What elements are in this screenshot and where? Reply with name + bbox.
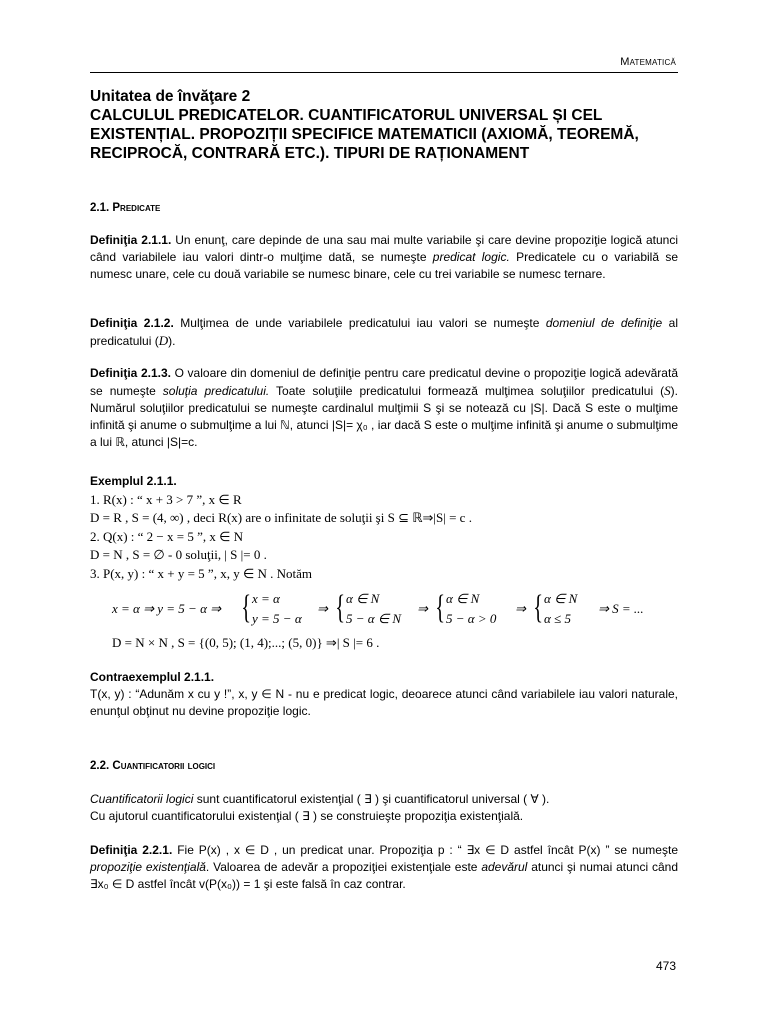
implies-arrow: ⇒ xyxy=(515,601,526,616)
system-lead: x = α ⇒ y = 5 − α ⇒ xyxy=(112,601,222,616)
definition-label: Definiţia 2.2.1. xyxy=(90,843,173,857)
system-row: 5 − α > 0 xyxy=(446,611,497,626)
quantifiers-term: Cuantificatorii logici xyxy=(90,792,194,806)
example-line: 3. P(x, y) : “ x + y = 5 ”, x, y ∈ N . Notăm xyxy=(90,565,313,581)
counterexample-text: T(x, y) : “Adunăm x cu y !”, x, y ∈ N - nu e predicat logic, deoarece atunci când variabilele iau valori naturale, enunţul obţinut nu devine propoziţie logic. xyxy=(90,687,678,718)
system-row: α ∈ N xyxy=(346,591,380,606)
section-name: Cuantificatorii logici xyxy=(112,760,216,772)
definition-term: propoziţie existenţială xyxy=(90,860,206,874)
definition-2-2-1 xyxy=(90,842,678,893)
definition-text: Predicatele cu o variabilă se numesc unare, cele cu două variabile se numesc binare, cele cu trei variabile se numesc ternare. xyxy=(90,250,678,281)
left-brace: { xyxy=(533,589,544,626)
definition-2-1-3 xyxy=(90,365,678,451)
system-row: y = 5 − α xyxy=(252,611,302,626)
example-line: D = N × N , S = {(0, 5); (1, 4);...; (5, 0)} ⇒| S |= 6 . xyxy=(112,635,380,650)
definition-text: Fie P(x) , x ∈ D , un predicat unar. Propoziţia p : “ ∃x ∈ D astfel încât P(x) ” se numeşte xyxy=(172,843,678,857)
definition-text: O valoare din domeniul de definiţie pentru care predicatul devine o propoziţie logică adevărată se numeşte xyxy=(90,366,678,398)
math-symbol: D xyxy=(158,333,169,348)
left-brace: { xyxy=(435,589,446,626)
example-label: Exemplul 2.1.1. xyxy=(90,474,177,488)
section-heading-2-2 xyxy=(90,758,215,774)
implies-arrow: ⇒ xyxy=(317,601,328,616)
definition-term: soluţia predicatului. xyxy=(162,384,270,398)
example-line: D = N , S = ∅ - 0 soluţii, | S |= 0 . xyxy=(90,547,267,562)
definition-term: domeniul de definiţie xyxy=(545,316,663,330)
quantifiers-line xyxy=(90,791,678,808)
definition-2-1-1 xyxy=(90,232,678,283)
section-name: Predicate xyxy=(112,202,161,214)
left-brace: { xyxy=(241,589,252,626)
equation-system xyxy=(112,589,672,631)
definition-label: Definiţia 2.1.3. xyxy=(90,366,171,380)
section-number: 2.1. xyxy=(90,202,110,214)
unit-subtitle-line-2: EXISTENȚIAL. PROPOZIȚII SPECIFICE MATEMATICII (AXIOMĂ, TEOREMĂ, xyxy=(90,126,639,143)
system-tail: ⇒ S = ... xyxy=(598,601,644,616)
definition-term: adevărul xyxy=(481,860,528,874)
unit-subtitle-line-3: RECIPROCĂ, CONTRARĂ ETC.). TIPURI DE RAȚIONAMENT xyxy=(90,145,530,162)
header-rule xyxy=(90,72,678,73)
page-number: 473 xyxy=(655,959,676,973)
example-line: 1. R(x) : “ x + 3 > 7 ”, x ∈ R xyxy=(90,491,242,507)
definition-text: al predicatului ( xyxy=(90,316,678,348)
definition-label: Definiţia 2.1.2. xyxy=(90,316,174,330)
example-line: 2. Q(x) : “ 2 − x = 5 ”, x ∈ N xyxy=(90,528,244,544)
quantifiers-text: sunt cuantificatorul existenţial ( ∃ ) şi cuantificatorul universal ( ∀ ). xyxy=(193,792,550,806)
definition-text: ). Numărul soluţiilor predicatului se numeşte cardinalul mulţimii S şi se notează cu |S|. Dacă S este o mulţime infinită şi anume o submulţime a lui ℕ, atunci |S|= χ₀ , iar dacă S este o mulţime infinită şi anume o submulţime a lui ℝ, atunci |S|=c. xyxy=(90,384,678,449)
example-2-1-1 xyxy=(90,472,678,583)
system-row: α ∈ N xyxy=(544,591,578,606)
quantifiers-intro xyxy=(90,791,678,825)
system-row: α ∈ N xyxy=(446,591,480,606)
left-brace: { xyxy=(335,589,346,626)
definition-term: predicat logic. xyxy=(432,250,510,264)
system-row: x = α xyxy=(252,591,280,606)
unit-title xyxy=(90,87,680,163)
system-row: 5 − α ∈ N xyxy=(346,611,402,626)
section-heading-2-1 xyxy=(90,200,160,216)
definition-text: ). xyxy=(168,334,176,348)
math-symbol: S xyxy=(664,383,671,398)
example-line: D = R , S = (4, ∞) , deci R(x) are o infinitate de soluţii şi S ⊆ ℝ⇒|S| = c . xyxy=(90,510,472,525)
definition-2-1-2 xyxy=(90,315,678,350)
quantifiers-line: Cu ajutorul cuantificatorului existenţial ( ∃ ) se construieşte propoziţia existenţială. xyxy=(90,809,524,823)
definition-text: Mulţimea de unde variabilele predicatului iau valori se numeşte xyxy=(173,316,546,330)
definition-text: . Valoarea de adevăr a propoziţiei existenţiale este xyxy=(205,860,482,874)
running-head: Matematică xyxy=(620,56,676,68)
implies-arrow: ⇒ xyxy=(417,601,428,616)
counterexample-label: Contraexemplul 2.1.1. xyxy=(90,670,215,684)
definition-text: atunci şi numai atunci când ∃x₀ ∈ D astfel încât v(P(x₀)) = 1 şi este falsă în caz contrar. xyxy=(90,860,678,891)
definition-text: Un enunţ, care depinde de una sau mai multe variabile şi care devine propoziţie logică atunci când variabilele iau valori dintr-o mulţime dată, se numeşte xyxy=(90,233,678,264)
counterexample-2-1-1 xyxy=(90,669,678,720)
section-number: 2.2. xyxy=(90,760,110,772)
definition-text: Toate soluţiile predicatului formează mulţimea soluţiilor predicatului ( xyxy=(269,384,665,398)
unit-subtitle-line-1: CALCULUL PREDICATELOR. CUANTIFICATORUL UNIVERSAL ȘI CEL xyxy=(90,107,603,124)
system-row: α ≤ 5 xyxy=(544,611,571,626)
definition-label: Definiţia 2.1.1. xyxy=(90,233,172,247)
unit-label: Unitatea de învăţare 2 xyxy=(90,88,251,105)
